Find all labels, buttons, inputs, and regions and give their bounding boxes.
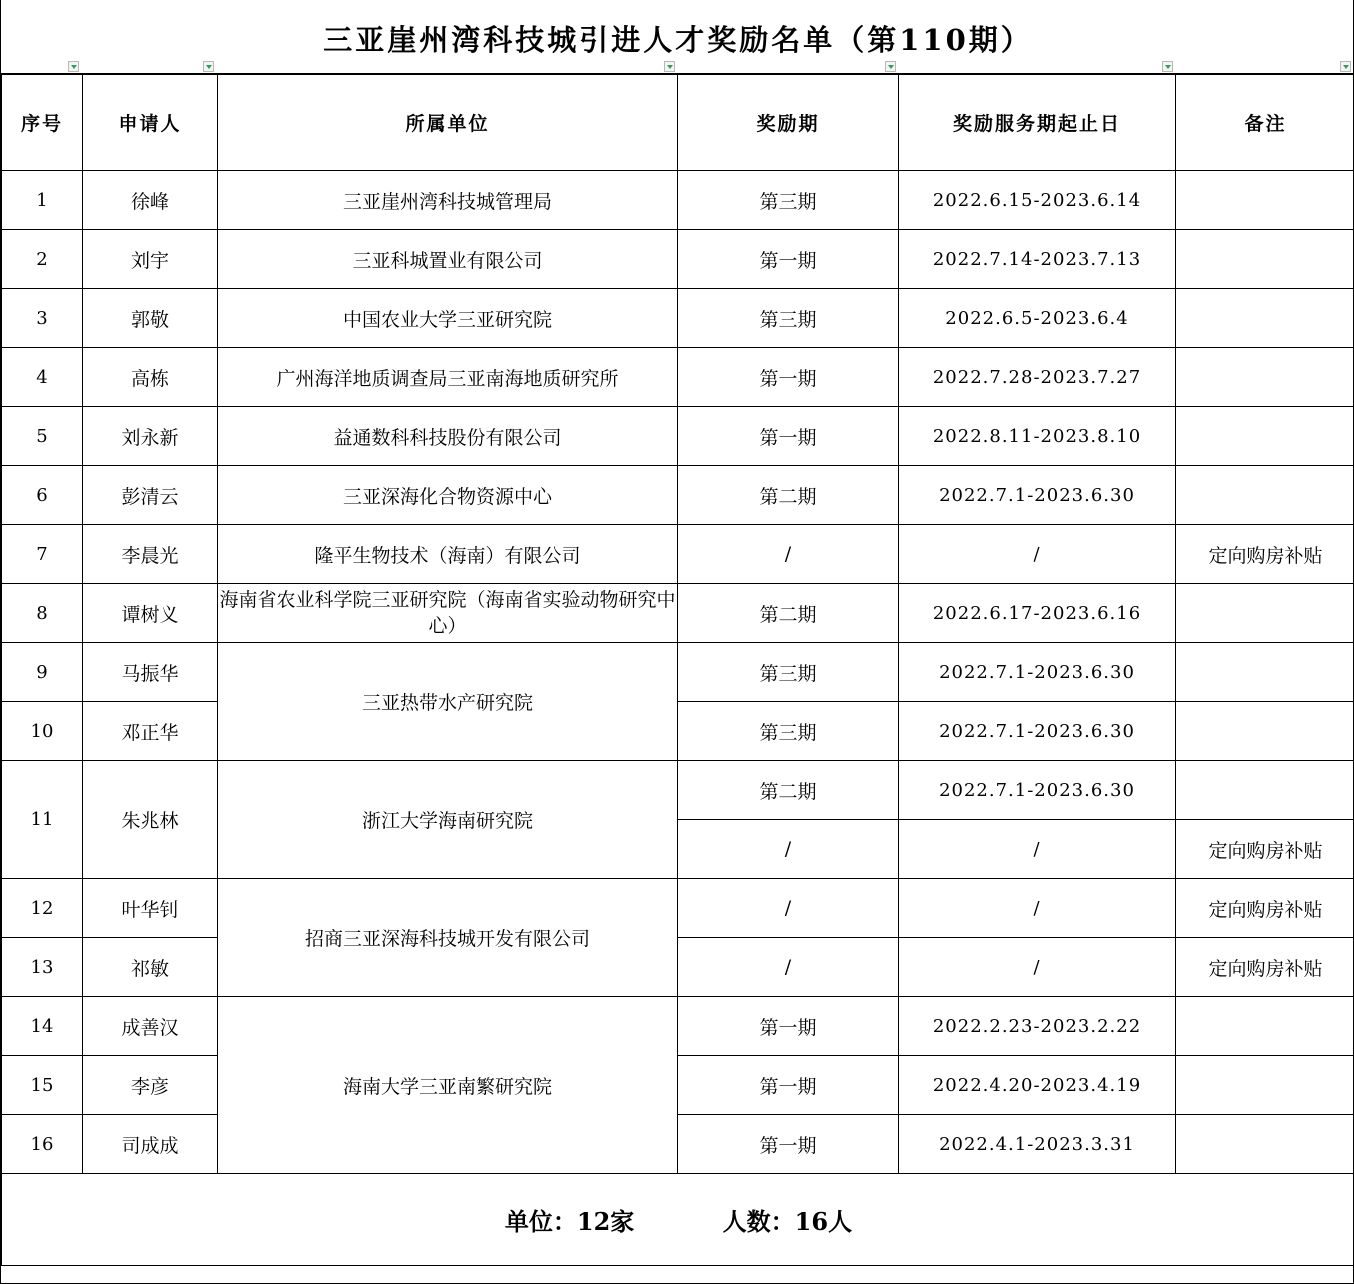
cell-period[interactable]: 第一期 — [678, 997, 899, 1056]
cell-service-dates[interactable]: 2022.6.15-2023.6.14 — [899, 171, 1176, 230]
table-row — [2, 1056, 1354, 1115]
cell-period[interactable]: 第三期 — [678, 289, 899, 348]
cell-applicant[interactable]: 祁敏 — [83, 938, 218, 997]
cell-period[interactable]: 第二期 — [678, 466, 899, 525]
cell-remark[interactable] — [1176, 466, 1354, 525]
cell-seq[interactable]: 10 — [2, 702, 83, 761]
cell-unit[interactable]: 海南大学三亚南繁研究院 — [218, 997, 678, 1174]
cell-applicant[interactable]: 李晨光 — [83, 525, 218, 584]
filter-dropdown-icon-applicant[interactable] — [203, 61, 214, 72]
header-period: 奖励期 — [678, 75, 899, 171]
cell-period[interactable]: 第一期 — [678, 1115, 899, 1174]
cell-period[interactable]: 第三期 — [678, 702, 899, 761]
table-row — [2, 584, 1354, 643]
cell-period[interactable]: 第一期 — [678, 230, 899, 289]
cell-service-dates[interactable]: 2022.7.28-2023.7.27 — [899, 348, 1176, 407]
cell-service-dates[interactable]: 2022.6.5-2023.6.4 — [899, 289, 1176, 348]
cell-applicant[interactable]: 谭树义 — [83, 584, 218, 643]
cell-period[interactable]: 第二期 — [678, 584, 899, 643]
cell-service-dates[interactable]: 2022.6.17-2023.6.16 — [899, 584, 1176, 643]
cell-remark[interactable] — [1176, 643, 1354, 702]
cell-service-dates[interactable]: 2022.7.1-2023.6.30 — [899, 643, 1176, 702]
cell-applicant[interactable]: 马振华 — [83, 643, 218, 702]
filter-dropdown-icon-service[interactable] — [1162, 61, 1173, 72]
cell-seq[interactable]: 9 — [2, 643, 83, 702]
cell-unit[interactable]: 广州海洋地质调查局三亚南海地质研究所 — [218, 348, 678, 407]
cell-service-dates[interactable]: 2022.7.1-2023.6.30 — [899, 466, 1176, 525]
summary-cell[interactable] — [2, 1174, 1354, 1266]
summary-people: 人数：16人 — [722, 1207, 853, 1236]
header-service-dates: 奖励服务期起止日 — [899, 75, 1176, 171]
cell-unit[interactable]: 三亚热带水产研究院 — [218, 643, 678, 761]
header-row — [2, 75, 1354, 171]
cell-seq[interactable]: 1 — [2, 171, 83, 230]
cell-service-dates[interactable]: 2022.7.14-2023.7.13 — [899, 230, 1176, 289]
table-row — [2, 407, 1354, 466]
cell-unit[interactable]: 海南省农业科学院三亚研究院（海南省实验动物研究中心） — [218, 584, 678, 643]
filter-dropdown-icon-period[interactable] — [885, 61, 896, 72]
table-row — [2, 1115, 1354, 1174]
cell-remark[interactable] — [1176, 230, 1354, 289]
cell-period[interactable]: / — [678, 525, 899, 584]
cell-applicant[interactable]: 徐峰 — [83, 171, 218, 230]
cell-remark[interactable] — [1176, 171, 1354, 230]
cell-service-dates[interactable]: 2022.8.11-2023.8.10 — [899, 407, 1176, 466]
table-row — [2, 879, 1354, 938]
cell-service-dates[interactable]: / — [899, 879, 1176, 938]
cell-applicant[interactable]: 彭清云 — [83, 466, 218, 525]
header-unit: 所属单位 — [218, 75, 678, 171]
header-remark: 备注 — [1176, 75, 1354, 171]
cell-period[interactable]: 第一期 — [678, 348, 899, 407]
cell-applicant[interactable]: 成善汉 — [83, 997, 218, 1056]
cell-remark[interactable] — [1176, 407, 1354, 466]
summary-units: 单位：12家 — [504, 1207, 635, 1236]
cell-remark[interactable] — [1176, 1115, 1354, 1174]
cell-remark[interactable] — [1176, 348, 1354, 407]
cell-service-dates[interactable]: 2022.4.1-2023.3.31 — [899, 1115, 1176, 1174]
title-row — [1, 0, 1354, 74]
cell-period[interactable]: / — [678, 820, 899, 879]
cell-period[interactable]: / — [678, 938, 899, 997]
cell-remark[interactable] — [1176, 1056, 1354, 1115]
cell-period[interactable]: / — [678, 879, 899, 938]
cell-service-dates[interactable]: / — [899, 525, 1176, 584]
cell-seq[interactable]: 5 — [2, 407, 83, 466]
cell-seq[interactable]: 11 — [2, 761, 83, 879]
cell-applicant[interactable]: 李彦 — [83, 1056, 218, 1115]
filter-dropdown-icon-remark[interactable] — [1340, 61, 1351, 72]
table-row — [2, 761, 1354, 820]
cell-seq[interactable]: 12 — [2, 879, 83, 938]
cell-service-dates[interactable]: / — [899, 938, 1176, 997]
cell-seq[interactable]: 16 — [2, 1115, 83, 1174]
table-row — [2, 171, 1354, 230]
table-row — [2, 348, 1354, 407]
cell-seq[interactable]: 6 — [2, 466, 83, 525]
cell-applicant[interactable]: 司成成 — [83, 1115, 218, 1174]
cell-seq[interactable]: 3 — [2, 289, 83, 348]
cell-unit[interactable]: 浙江大学海南研究院 — [218, 761, 678, 879]
cell-applicant[interactable]: 朱兆林 — [83, 761, 218, 879]
cell-remark[interactable]: 定向购房补贴 — [1176, 525, 1354, 584]
cell-applicant[interactable]: 刘宇 — [83, 230, 218, 289]
header-applicant: 申请人 — [83, 75, 218, 171]
cell-period[interactable]: 第一期 — [678, 1056, 899, 1115]
cell-unit[interactable]: 隆平生物技术（海南）有限公司 — [218, 525, 678, 584]
cell-applicant[interactable]: 刘永新 — [83, 407, 218, 466]
table-row — [2, 466, 1354, 525]
cell-period[interactable]: 第一期 — [678, 407, 899, 466]
table-row — [2, 938, 1354, 997]
cell-seq[interactable]: 8 — [2, 584, 83, 643]
cell-remark[interactable] — [1176, 289, 1354, 348]
cell-seq[interactable]: 2 — [2, 230, 83, 289]
cell-remark[interactable] — [1176, 997, 1354, 1056]
cell-remark[interactable] — [1176, 761, 1354, 820]
cell-remark[interactable]: 定向购房补贴 — [1176, 938, 1354, 997]
cell-unit[interactable]: 三亚崖州湾科技城管理局 — [218, 171, 678, 230]
cell-seq[interactable]: 13 — [2, 938, 83, 997]
header-seq: 序号 — [2, 75, 83, 171]
cell-service-dates[interactable]: 2022.2.23-2023.2.22 — [899, 997, 1176, 1056]
table-row — [2, 230, 1354, 289]
table-row — [2, 643, 1354, 702]
cell-remark[interactable]: 定向购房补贴 — [1176, 820, 1354, 879]
table-row — [2, 997, 1354, 1056]
summary-row — [2, 1174, 1354, 1266]
table-row — [2, 525, 1354, 584]
cell-seq[interactable]: 4 — [2, 348, 83, 407]
cell-service-dates[interactable]: 2022.7.1-2023.6.30 — [899, 702, 1176, 761]
filter-dropdown-icon-seq[interactable] — [68, 61, 79, 72]
cell-unit[interactable]: 三亚科城置业有限公司 — [218, 230, 678, 289]
cell-unit[interactable]: 中国农业大学三亚研究院 — [218, 289, 678, 348]
cell-service-dates[interactable]: 2022.7.1-2023.6.30 — [899, 761, 1176, 820]
cell-applicant[interactable]: 郭敬 — [83, 289, 218, 348]
cell-remark[interactable] — [1176, 584, 1354, 643]
page-title: 三亚崖州湾科技城引进人才奖励名单（第110期） — [323, 23, 1033, 57]
cell-remark[interactable] — [1176, 702, 1354, 761]
cell-period[interactable]: 第二期 — [678, 761, 899, 820]
filter-dropdown-icon-unit[interactable] — [664, 61, 675, 72]
cell-applicant[interactable]: 邓正华 — [83, 702, 218, 761]
cell-period[interactable]: 第三期 — [678, 643, 899, 702]
award-table — [1, 74, 1354, 1266]
cell-applicant[interactable]: 叶华钊 — [83, 879, 218, 938]
cell-seq[interactable]: 14 — [2, 997, 83, 1056]
cell-unit[interactable]: 益通数科科技股份有限公司 — [218, 407, 678, 466]
cell-remark[interactable]: 定向购房补贴 — [1176, 879, 1354, 938]
cell-unit[interactable]: 三亚深海化合物资源中心 — [218, 466, 678, 525]
cell-seq[interactable]: 15 — [2, 1056, 83, 1115]
cell-service-dates[interactable]: / — [899, 820, 1176, 879]
cell-applicant[interactable]: 高栋 — [83, 348, 218, 407]
cell-service-dates[interactable]: 2022.4.20-2023.4.19 — [899, 1056, 1176, 1115]
cell-seq[interactable]: 7 — [2, 525, 83, 584]
table-row — [2, 702, 1354, 761]
table-row — [2, 289, 1354, 348]
cell-period[interactable]: 第三期 — [678, 171, 899, 230]
cell-unit[interactable]: 招商三亚深海科技城开发有限公司 — [218, 879, 678, 997]
